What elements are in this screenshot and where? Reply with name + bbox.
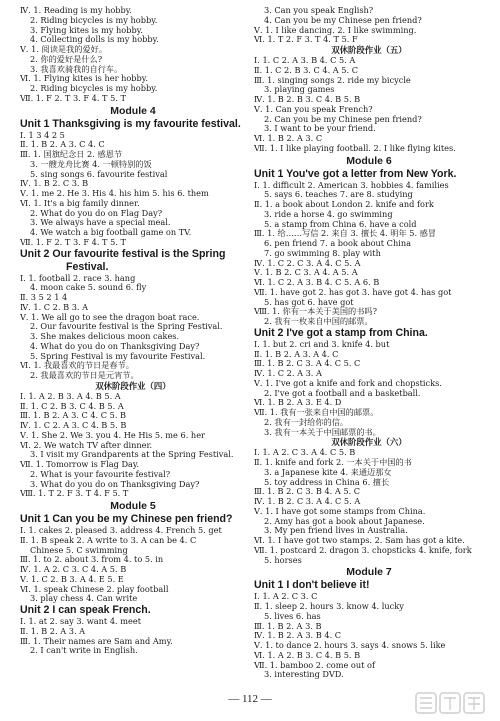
answer-line: 3. 我喜欢骑我的自行车。 bbox=[30, 64, 123, 74]
answer-line: 2. I can't write in English. bbox=[30, 646, 138, 656]
unit-heading: Unit 1 Thanksgiving is my favourite festival. bbox=[20, 117, 241, 130]
answer-line: 3. ride a horse 4. go swimming bbox=[264, 209, 393, 219]
answer-line: 2. What is your favourite festival? bbox=[30, 469, 171, 479]
answer-line: Ⅰ. 1. A 2. B 3. A 4. B 5. A bbox=[20, 391, 121, 401]
answer-line: 3. I want to be your friend. bbox=[264, 124, 376, 134]
answer-line: 2. Riding bicycles is my hobby. bbox=[30, 15, 158, 25]
answer-line: Ⅳ. 1. C 2. A 3. C 4. B 5. B bbox=[20, 421, 127, 430]
answer-line: 4. Can you be my Chinese pen friend? bbox=[264, 15, 422, 25]
answer-line: Ⅴ. 1. to dance 2. hours 3. says 4. snows 5. like bbox=[254, 641, 446, 650]
answer-line: 2. Riding bicycles is my hobby. bbox=[30, 84, 158, 93]
answer-line: Ⅵ. 1. T 2. F 3. T 4. T 5. F bbox=[254, 35, 358, 45]
answer-line: Ⅱ. 1. a book about London 2. knife and fork bbox=[254, 200, 434, 209]
answer-line: Ⅰ. 1. but 2. cri and 3. knife 4. but bbox=[254, 339, 390, 349]
answer-line: Ⅶ. 1. have got 2. has got 3. have got 4. has got bbox=[254, 287, 452, 297]
stamp-watermark-icon bbox=[414, 690, 494, 718]
answer-line: Chinese 5. C swimming bbox=[30, 545, 128, 555]
answer-line: Ⅵ. 2. We watch TV after dinner. bbox=[20, 440, 153, 450]
answer-line: 5. a stamp from China 6. have a cold bbox=[264, 219, 417, 229]
answer-line: 3. interesting DVD. bbox=[264, 670, 344, 680]
answer-line: Ⅴ. 1. C 2. B 3. A 4. E 5. E bbox=[20, 574, 124, 584]
answer-line: Ⅵ. 1. It's a big family dinner. bbox=[20, 198, 140, 208]
answer-line: 2. 你的爱好是什么? bbox=[30, 54, 103, 64]
page-number: — 112 — bbox=[228, 693, 272, 705]
answer-line: 5. sing songs 6. favourite festival bbox=[30, 169, 168, 179]
answer-line: Ⅳ. 1. Reading is my hobby. bbox=[20, 6, 132, 15]
unit-heading: Unit 2 I've got a stamp from China. bbox=[254, 326, 428, 339]
answer-line: Ⅰ. 1. cakes 2. pleased 3. address 4. French 5. get bbox=[20, 526, 222, 535]
homework-subheading: 双休阶段作业（六） bbox=[331, 437, 407, 448]
homework-subheading: 双休阶段作业（五） bbox=[331, 45, 407, 55]
answer-line: Ⅳ. 1. C 2. C 3. A 4. C 5. A bbox=[254, 258, 361, 268]
answer-line: Ⅶ. 1. 我有一张来自中国的邮票。 bbox=[254, 408, 379, 417]
answer-line: Ⅲ. 1. B 2. A 3. C 4. C 5. B bbox=[20, 411, 127, 421]
answer-line: Ⅳ. 1. B 2. C 3. B bbox=[20, 179, 89, 189]
answer-line: 3. I visit my Grandparents at the Spring Festival. bbox=[30, 450, 234, 460]
answer-line: Ⅱ. 1. B 2. A 3. C 4. C bbox=[20, 140, 105, 150]
unit-heading: Unit 1 Can you be my Chinese pen friend? bbox=[20, 513, 233, 525]
answer-line: Ⅱ. 1. C 2. B 3. C 4. B 5. A bbox=[20, 401, 124, 411]
answer-line: Ⅱ. 1. knife and fork 2. 一本关于中国的书 bbox=[254, 458, 412, 467]
unit-heading: Unit 2 Our favourite festival is the Spring bbox=[20, 247, 226, 260]
left-column bbox=[20, 6, 246, 656]
answer-line: Ⅴ. 1. 阅读是我的爱好。 bbox=[20, 45, 108, 54]
answer-line: Ⅱ. 3 5 2 1 4 bbox=[20, 293, 68, 302]
answer-line: 2. Our favourite festival is the Spring Festival. bbox=[30, 322, 223, 332]
answer-line: 5. has got 6. have got bbox=[264, 297, 354, 307]
answer-line: Ⅱ. 1. B 2. A 3. A bbox=[20, 626, 86, 636]
answer-line: Ⅲ. 1. 国旗纪念日 2. 感恩节 bbox=[20, 150, 123, 159]
answer-line: Ⅲ. 1. singing songs 2. ride my bicycle bbox=[254, 75, 411, 85]
answer-line: Ⅴ. 1. We all go to see the dragon boat race. bbox=[20, 312, 200, 322]
answer-line: 3. a Japanese kite 4. 来通迈那女 bbox=[264, 467, 392, 477]
answer-line: Ⅴ. 1. I've got a knife and fork and chopsticks. bbox=[254, 378, 442, 388]
answer-line: 4. Collecting dolls is my hobby. bbox=[30, 35, 159, 45]
answer-line: Ⅶ. 1. I like playing football. 2. I like flying kites. bbox=[254, 143, 456, 153]
answer-line: Ⅳ. 1. B 2. C 3. A 4. C 5. A bbox=[254, 497, 361, 506]
answer-line: 2. Amy has got a book about Japanese. bbox=[264, 516, 425, 526]
answer-line: Ⅵ. 1. 我最喜欢的节日是春节。 bbox=[20, 361, 134, 371]
answer-line: 4. We watch a big football game on TV. bbox=[30, 228, 192, 237]
answer-line: Ⅳ. 1. C 2. A 3. A bbox=[254, 369, 322, 378]
answer-line: 6. pen friend 7. a book about China bbox=[264, 239, 411, 248]
answer-line: Ⅳ. 1. B 2. B 3. C 4. B 5. B bbox=[254, 95, 361, 104]
answer-line: Ⅷ. 1. 你有一本关于美国的书吗? bbox=[254, 307, 377, 317]
answer-line: 2. 我最喜欢的节日是元宵节。 bbox=[30, 371, 139, 380]
module-heading: Module 4 bbox=[110, 104, 156, 117]
answer-line: Ⅵ. 1. C 2. A 3. B 4. C 5. A 6. B bbox=[254, 278, 380, 287]
answer-line: 4. What do you do on Thanksgiving Day? bbox=[30, 341, 200, 351]
answer-line: 3. 一艘龙舟比赛 4. 一顿特别的饭 bbox=[30, 159, 152, 169]
homework-subheading: 双休阶段作业（四） bbox=[95, 380, 171, 391]
answer-line: Ⅶ. 1. Tomorrow is Flag Day. bbox=[20, 460, 140, 469]
unit-heading: Unit 2 I can speak French. bbox=[20, 604, 151, 616]
answer-line: Ⅱ. 1. B 2. A 3. A 4. C bbox=[254, 349, 339, 359]
answer-line: 3. My pen friend lives in Australia. bbox=[264, 526, 408, 536]
answer-line: 3. Flying kites is my hobby. bbox=[30, 25, 143, 35]
answer-line: Ⅵ. 1. B 2. A 3. C bbox=[254, 134, 323, 143]
answer-line: Ⅰ. 1 3 4 2 5 bbox=[20, 130, 65, 140]
answer-line: 2. I've got a football and a basketball. bbox=[264, 388, 421, 398]
right-column bbox=[254, 6, 484, 680]
answer-line: 4. moon cake 5. sound 6. fly bbox=[30, 283, 147, 293]
answer-line: Ⅰ. 1. difficult 2. American 3. hobbies 4. families bbox=[254, 180, 449, 190]
unit-heading: Unit 1 You've got a letter from New York. bbox=[254, 167, 457, 180]
answer-line: Ⅴ. 1. me 2. He 3. His 4. his him 5. his 6. them bbox=[20, 189, 209, 198]
answer-line: Ⅲ. 1. B 2. A 3. B bbox=[254, 621, 322, 631]
answer-line: Ⅲ. 1. B 2. C 3. A 4. C 5. C bbox=[254, 359, 361, 369]
unit-heading: Unit 1 I don't believe it! bbox=[254, 579, 370, 592]
answer-line: Ⅰ. 1. A 2. C 3. A 4. C 5. B bbox=[254, 448, 356, 458]
answer-line: 2. Can you be my Chinese pen friend? bbox=[264, 114, 422, 124]
answer-line: Ⅲ. 1. Their names are Sam and Amy. bbox=[20, 636, 173, 646]
answer-line: 3. We always have a special meal. bbox=[30, 218, 171, 228]
answer-line: Ⅰ. 1. football 2. race 3. hang bbox=[20, 273, 136, 283]
answer-line: 5. horses bbox=[264, 555, 302, 565]
answer-line: Ⅵ. 1. B 2. A 3. E 4. D bbox=[254, 398, 342, 408]
answer-line: Ⅷ. 1. T 2. F 3. T 4. F 5. T bbox=[20, 489, 129, 499]
answer-line: Ⅰ. 1. at 2. say 3. want 4. meet bbox=[20, 617, 141, 626]
answer-line: Ⅳ. 1. C 2. B 3. A bbox=[20, 302, 89, 312]
answer-line: 3. play chess 4. Can write bbox=[30, 594, 138, 604]
answer-line: 3. Can you speak English? bbox=[264, 6, 374, 15]
answer-line: 5. Spring Festival is my favourite Festival. bbox=[30, 351, 206, 361]
answer-line: Ⅴ. 1. I like dancing. 2. I like swimming. bbox=[254, 25, 417, 35]
answer-line: Ⅵ. 1. Flying kites is her hobby. bbox=[20, 74, 148, 84]
answer-line: Ⅶ. 1. bamboo 2. come out of bbox=[254, 660, 375, 670]
answer-line: Ⅲ. 1. B 2. C 3. B 4. A 5. C bbox=[254, 487, 361, 497]
answer-line: Ⅳ. 1. B 2. A 3. B 4. C bbox=[254, 631, 342, 641]
answer-line: 2. 我有一枚来自中国的邮票。 bbox=[264, 317, 373, 326]
answer-line: Ⅳ. 1. A 2. C 3. C 4. A 5. B bbox=[20, 565, 127, 574]
answer-line: 5. says 6. teaches 7. are 8. studying bbox=[264, 190, 413, 200]
answer-line: Ⅵ. 1. I have got two stamps. 2. Sam has got a kite. bbox=[254, 536, 465, 545]
answer-line: 7. go swimming 8. play with bbox=[264, 248, 381, 258]
answer-line: Ⅵ. 1. A 2. B 3. C 4. B 5. B bbox=[254, 650, 361, 660]
answer-line: Ⅱ. 1. sleep 2. hours 3. know 4. lucky bbox=[254, 602, 404, 611]
answer-line: 2. What do you do on Flag Day? bbox=[30, 208, 163, 218]
answer-line: 5. toy address in China 6. 擅长 bbox=[264, 477, 390, 487]
answer-line: Ⅴ. 1. She 2. We 3. you 4. He His 5. me 6. her bbox=[20, 430, 205, 440]
answer-line: Ⅱ. 1. B speak 2. A write to 3. A can be 4. C bbox=[20, 535, 197, 545]
answer-line: Ⅱ. 1. C 2. B 3. C 4. A 5. C bbox=[254, 65, 358, 75]
answer-line: Ⅲ. 1. 给……写信 2. 来自 3. 擅长 4. 明年 5. 感冒 bbox=[254, 229, 437, 239]
module-heading: Module 6 bbox=[346, 154, 392, 167]
answer-line: Ⅴ. 1. Can you speak French? bbox=[254, 104, 373, 114]
answer-line: 5. lives 6. has bbox=[264, 611, 321, 621]
answer-line: Ⅵ. 1. speak Chinese 2. play football bbox=[20, 584, 169, 594]
answer-line: Ⅲ. 1. to 2. about 3. from 4. to 5. in bbox=[20, 555, 164, 565]
module-heading: Module 7 bbox=[346, 566, 392, 579]
answer-line: Ⅶ. 1. F 2. T 3. F 4. T 5. T bbox=[20, 93, 126, 103]
answer-line: 3. What do you do on Thanksgiving Day? bbox=[30, 479, 200, 489]
answer-line: Ⅴ. 1. B 2. C 3. A 4. A 5. A bbox=[254, 268, 358, 278]
answer-line: 3. She makes delicious moon cakes. bbox=[30, 332, 180, 341]
answer-line: 2. 我有一封给你的信。 bbox=[264, 417, 349, 427]
answer-line: 3. 我有一本关于中国邮票的书。 bbox=[264, 427, 381, 437]
answer-line: 3. playing games bbox=[264, 85, 335, 95]
answer-line: Ⅰ. 1. C 2. A 3. B 4. C 5. A bbox=[254, 56, 356, 65]
module-heading: Module 5 bbox=[110, 500, 156, 512]
unit-heading: Festival. bbox=[66, 260, 109, 273]
answer-line: Ⅶ. 1. F 2. T 3. F 4. T 5. T bbox=[20, 237, 126, 247]
answer-line: Ⅰ. 1. A 2. C 3. C bbox=[254, 592, 318, 602]
answer-line: Ⅴ. 1. I have got some stamps from China. bbox=[254, 506, 426, 516]
answer-line: Ⅶ. 1. postcard 2. dragon 3. chopsticks 4. knife, fork bbox=[254, 545, 472, 555]
